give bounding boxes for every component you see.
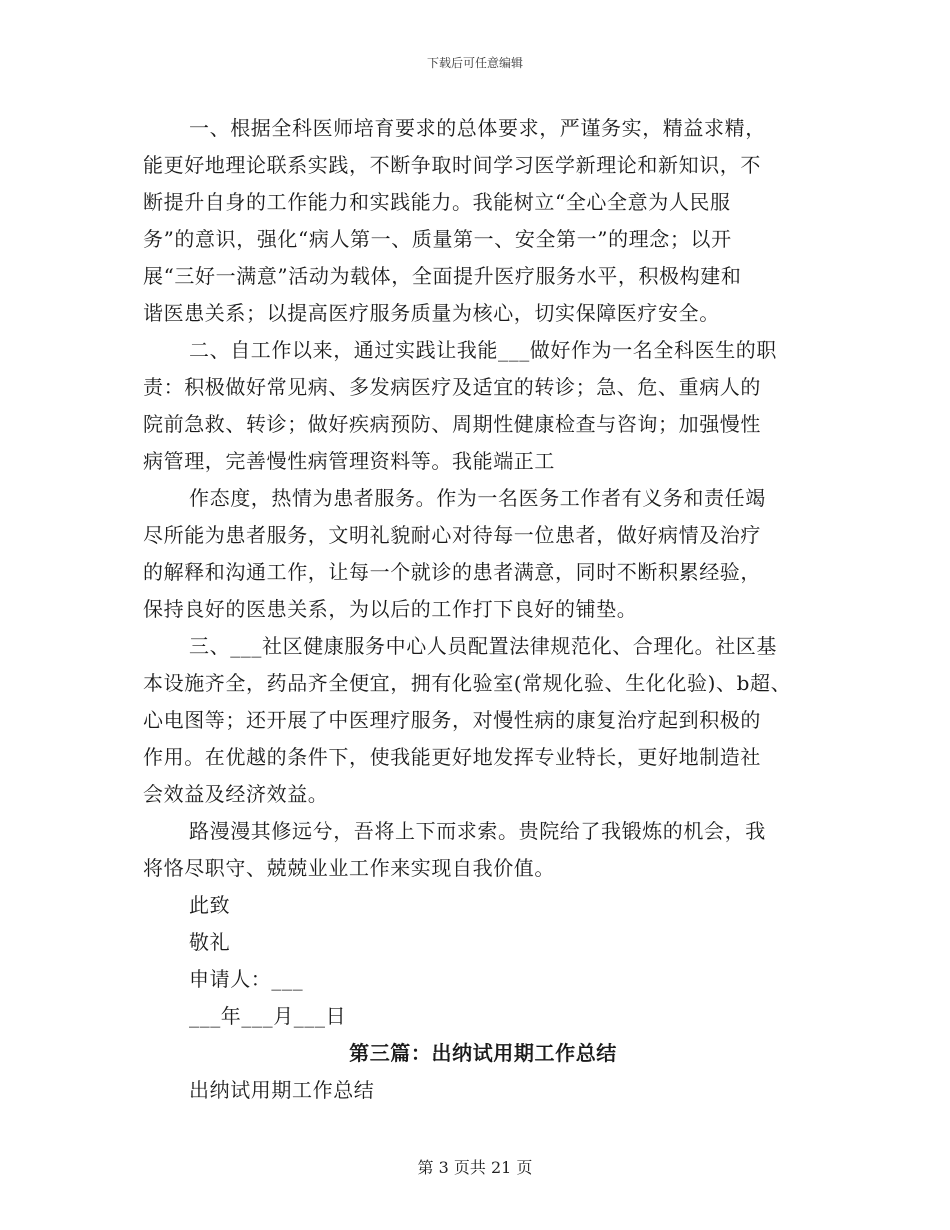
section-subtitle: 出纳试用期工作总结 (189, 1078, 375, 1102)
paragraph-line: 本设施齐全，药品齐全便宜，拥有化验室(常规化验、生化化验)、b超、 (143, 671, 792, 695)
paragraph-line: 展“三好一满意”活动为载体，全面提升医疗服务水平，积极构建和 (143, 264, 742, 288)
paragraph-line: 谐医患关系；以提高医疗服务质量为核心，切实保障医疗安全。 (143, 301, 720, 325)
paragraph-line: 病管理，完善慢性病管理资料等。我能端正工 (143, 449, 555, 473)
applicant-line: 申请人：___ (189, 967, 304, 991)
paragraph-line: 心电图等；还开展了中医理疗服务，对慢性病的康复治疗起到积极的 (143, 708, 761, 732)
paragraph-line: 的解释和沟通工作，让每一个就诊的患者满意，同时不断积累经验， (143, 560, 761, 584)
paragraph-line: 二、自工作以来，通过实践让我能___做好作为一名全科医生的职 (189, 338, 777, 362)
paragraph-line: 尽所能为患者服务，文明礼貌耐心对待每一位患者，做好病情及治疗 (143, 523, 761, 547)
document-body (143, 110, 823, 1109)
paragraph-line: 断提升自身的工作能力和实践能力。我能树立“全心全意为人民服 (143, 190, 731, 214)
section-heading: 第三篇：出纳试用期工作总结 (349, 1041, 617, 1065)
paragraph-line: 将恪尽职守、兢兢业业工作来实现自我价值。 (143, 856, 555, 880)
paragraph-line: 会效益及经济效益。 (143, 782, 329, 806)
paragraph-line: 保持良好的医患关系，为以后的工作打下良好的铺垫。 (143, 597, 638, 621)
closing-line: 此致 (189, 893, 231, 917)
paragraph-line: 院前急救、转诊；做好疾病预防、周期性健康检查与咨询；加强慢性 (143, 412, 761, 436)
paragraph-line: 务”的意识，强化“病人第一、质量第一、安全第一”的理念；以开 (143, 227, 732, 251)
paragraph-line: 能更好地理论联系实践，不断争取时间学习医学新理论和新知识，不 (143, 153, 761, 177)
paragraph-line: 作态度，热情为患者服务。作为一名医务工作者有义务和责任竭 (189, 486, 766, 510)
header-note: 下载后可任意编辑 (426, 56, 523, 70)
page-number: 第 3 页共 21 页 (417, 1158, 533, 1177)
paragraph-line: 作用。在优越的条件下，使我能更好地发挥专业特长，更好地制造社 (143, 745, 761, 769)
paragraph-line: 责：积极做好常见病、多发病医疗及适宜的转诊；急、危、重病人的 (143, 375, 761, 399)
paragraph-line: 三、___社区健康服务中心人员配置法律规范化、合理化。社区基 (189, 634, 777, 658)
date-line: ___年___月___日 (189, 1004, 347, 1028)
paragraph-line: 一、根据全科医师培育要求的总体要求，严谨务实，精益求精， (189, 116, 766, 140)
salutation-line: 敬礼 (189, 930, 231, 954)
paragraph-line: 路漫漫其修远兮，吾将上下而求索。贵院给了我锻炼的机会，我 (189, 819, 766, 843)
